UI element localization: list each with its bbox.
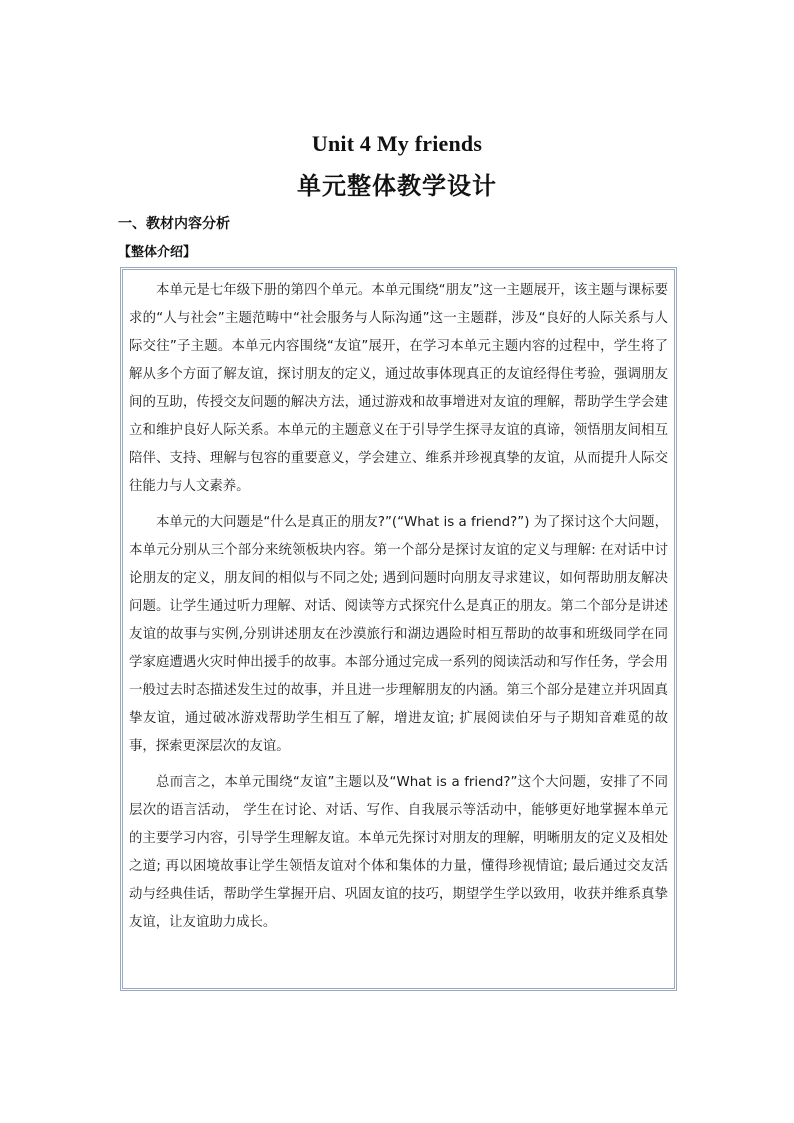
paragraph-unit-overview: 本单元是七年级下册的第四个单元。本单元围绕“朋友”这一主题展开，该主题与课标要求的“人与社会”主题范畴中“社会服务与人际沟通”这一主题群，涉及“良好的人际关系与人际交往”子主题。本单元内容围绕“友谊”展开，在学习本单元主题内容的过程中，学生将了解从多个方面了解友谊，探讨朋友的定义，通过故事体现真正的友谊经得住考验，强调朋友间的互助，传授交友问题的解决方法，通过游戏和故事增进对友谊的理解，帮助学生学会建立和维护良好人际关系。本单元的主题意义在于引导学生探寻友谊的真谛，领悟朋友间相互陪伴、支持、理解与包容的重要意义，学会建立、维系并珍视真挚的友谊，从而提升人际交往能力与人文素养。: [129, 283, 668, 494]
document-title-chinese: 单元整体教学设计: [297, 172, 497, 200]
document-title-english: Unit 4 My friends: [311, 131, 483, 156]
paragraph-summary: 总而言之，本单元围绕“友谊”主题以及“What is a friend?”这个大问题，安排了不同层次的语言活动， 学生在讨论、对话、写作、自我展示等活动中，能够更好地掌握本单元的主要学习内容，引导学生理解友谊。本单元先探讨对朋友的理解，明晰朋友的定义及相处之道; 再以困境故事让学生领悟友谊对个体和集体的力量，懂得珍视情谊; 最后通过交友活动与经典佳话，帮助学生掌握开启、巩固友谊的技巧，期望学生学以致用，收获并维系真挚友谊，让友谊助力成长。: [129, 775, 668, 930]
paragraph-big-question: 本单元的大问题是“什么是真正的朋友?”(“What is a friend?”) 为了探讨这个大问题，本单元分别从三个部分来统领板块内容。第一个部分是探讨友谊的定义与理解: 在对话中讨论朋友的定义，朋友间的相似与不同之处; 遇到问题时向朋友寻求建议，如何帮助朋友解决问题。让学生通过听力理解、对话、阅读等方式探究什么是真正的朋友。第二个部分是讲述友谊的故事与实例,分别讲述朋友在沙漠旅行和湖边遇险时相互帮助的故事和班级同学在同学家庭遭遇火灾时伸出援手的故事。本部分通过完成一系列的阅读活动和写作任务，学会用一般过去时态描述发生过的故事，并且进一步理解朋友的内涵。第三个部分是建立并巩固真挚友谊，通过破冰游戏帮助学生相互了解，增进友谊; 扩展阅读伯牙与子期知音难觅的故事，探索更深层次的友谊。: [129, 515, 668, 754]
section-heading: 一、教材内容分析: [118, 216, 230, 232]
content-box: [120, 267, 677, 991]
sub-heading: 【整体介绍】: [118, 245, 197, 260]
